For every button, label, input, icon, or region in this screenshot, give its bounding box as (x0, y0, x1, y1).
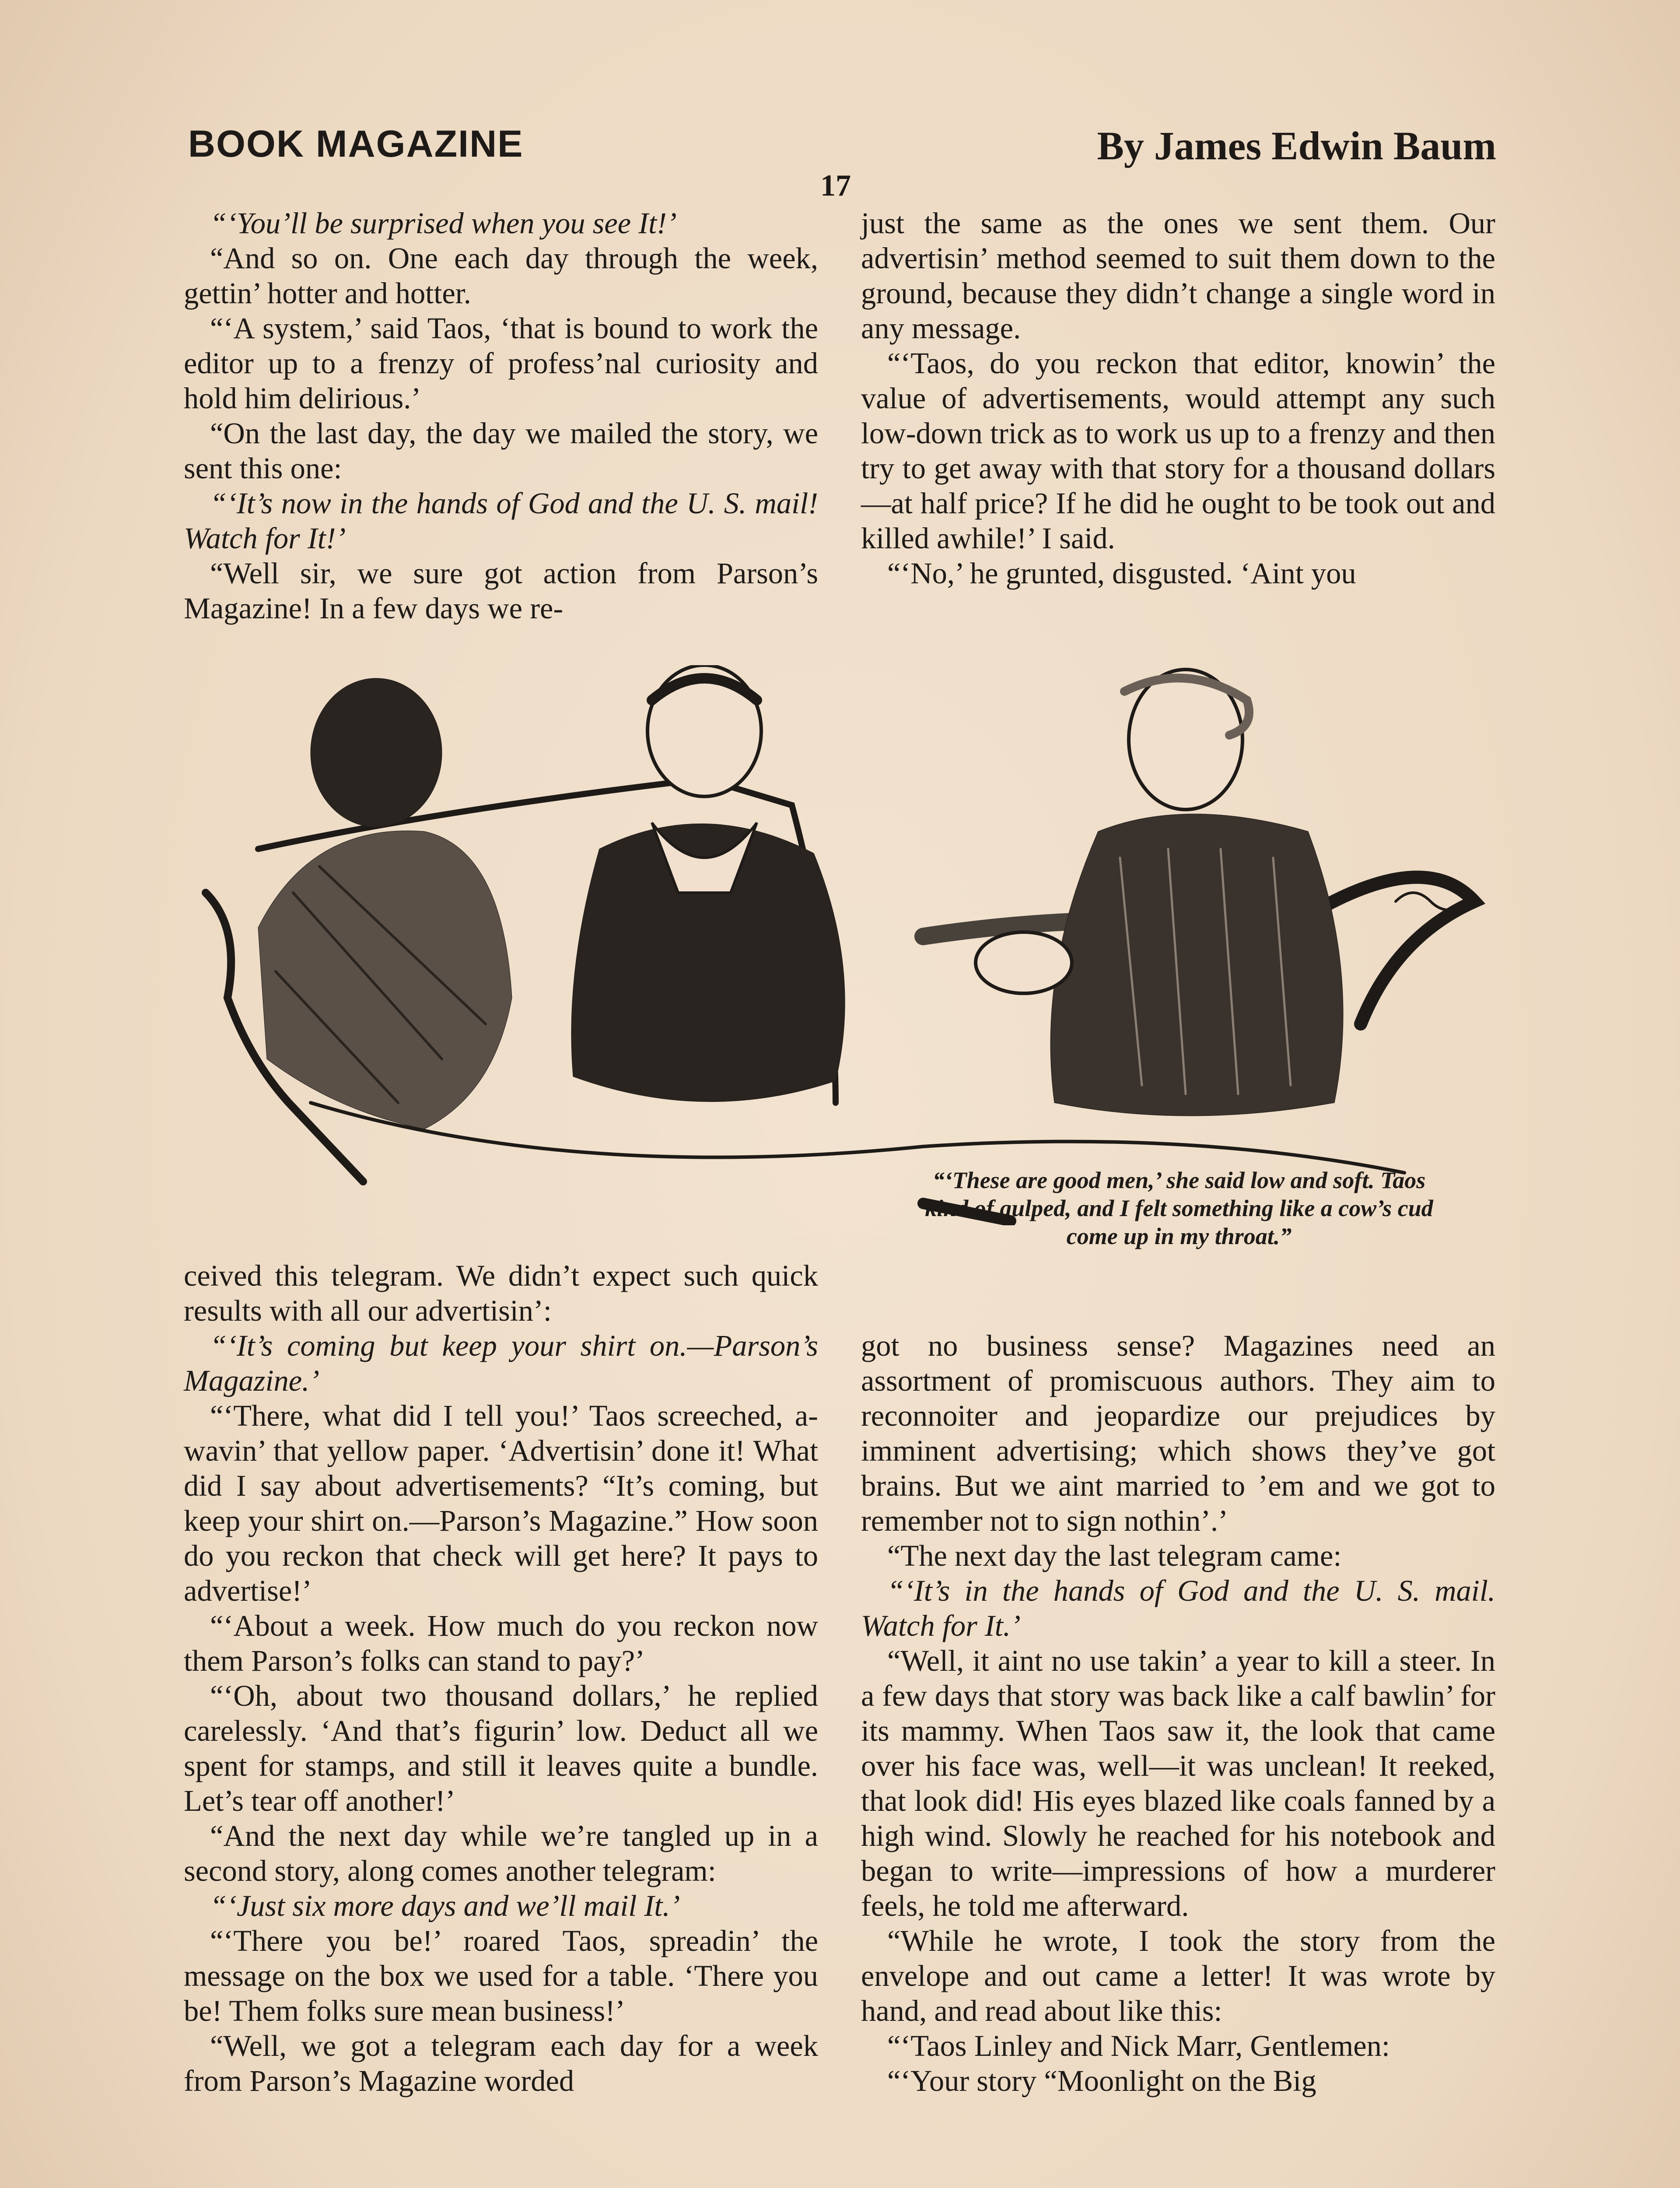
paragraph: “‘No,’ he grunted, disgusted. ‘Aint you (887, 557, 1356, 590)
paragraph: just the same as the ones we sent them. Our advertisin’ method seemed to suit them down to the ground, because they didn’t change a single word in any message. (861, 207, 1495, 345)
column-top-right (861, 206, 1495, 591)
page-number: 17 (820, 169, 851, 203)
paragraph: “‘Your story “Moonlight on the Big (887, 2064, 1316, 2097)
paragraph: “‘There, what did I tell you!’ Taos screeched, a-wavin’ that yellow paper. ‘Advertisin’ done it! What did I say about advertisements? “It’s coming, but keep your shirt on.—Parson’s Magazine.” How soon do you reckon that check will get here? It pays to advertise!’ (184, 1399, 818, 1607)
paragraph: “‘Taos, do you reckon that editor, knowin’ the value of advertisements, would attempt any such low-down trick as to work us up to a frenzy and then try to get away with that story for a thousand dollars—at half price? If he did he ought to be took out and killed awhile!’ I said. (861, 347, 1495, 555)
paragraph: “‘There you be!’ roared Taos, spreadin’ the message on the box we used for a table. ‘There you be! Them folks sure mean business!’ (184, 1924, 818, 2027)
column-bottom-right (861, 1328, 1495, 2098)
story-illustration (179, 665, 1501, 1225)
paragraph: ceived this telegram. We didn’t expect such quick results with all our advertisin’: (184, 1259, 818, 1327)
paragraph: “‘You’ll be surprised when you see It!’ (210, 207, 677, 240)
paragraph: “Well sir, we sure got action from Parson’s Magazine! In a few days we re- (184, 557, 818, 625)
magazine-title: BOOK MAGAZINE (188, 123, 524, 165)
column-bottom-left (184, 1258, 818, 2098)
paragraph: “And so on. One each day through the week, gettin’ hotter and hotter. (184, 242, 818, 310)
paragraph: “Well, we got a telegram each day for a week from Parson’s Magazine worded (184, 2029, 818, 2097)
paragraph: “The next day the last telegram came: (887, 1539, 1342, 1572)
paragraph: “‘Oh, about two thousand dollars,’ he replied carelessly. ‘And that’s figurin’ low. Deduct all we spent for stamps, and still it leaves quite a bundle. Let’s tear off another!’ (184, 1679, 818, 1817)
paragraph: “‘Taos Linley and Nick Marr, Gentlemen: (887, 2029, 1390, 2062)
paragraph: “‘It’s now in the hands of God and the U. S. mail! Watch for It!’ (184, 487, 818, 555)
paragraph: “‘It’s coming but keep your shirt on.—Parson’s Magazine.’ (184, 1329, 818, 1397)
paragraph: “And the next day while we’re tangled up in a second story, along comes another telegram: (184, 1819, 818, 1887)
illustration-caption: “‘These are good men,’ she said low and soft. Taos kind of gulped, and I felt something like a cow’s cud come up in my throat.” (925, 1167, 1433, 1249)
paragraph: “On the last day, the day we mailed the story, we sent this one: (184, 417, 818, 485)
paragraph: “While he wrote, I took the story from the envelope and out came a letter! It was wrote by hand, and read about like this: (861, 1924, 1495, 2027)
paragraph: “‘A system,’ said Taos, ‘that is bound to work the editor up to a frenzy of profess’nal curiosity and hold him delirious.’ (184, 312, 818, 415)
paragraph: “‘It’s in the hands of God and the U. S. mail. Watch for It.’ (861, 1574, 1495, 1642)
column-top-left (184, 206, 818, 626)
paragraph: “‘Just six more days and we’ll mail It.’ (210, 1889, 680, 1922)
paragraph: “‘About a week. How much do you reckon now them Parson’s folks can stand to pay?’ (184, 1609, 818, 1677)
paragraph: got no business sense? Magazines need an assortment of promiscuous authors. They aim to reconnoiter and jeopardize our prejudices by imminent advertising; which shows they’ve got brains. But we aint married to ’em and we got to remember not to sign nothin’.’ (861, 1329, 1495, 1537)
author-byline: By James Edwin Baum (1097, 123, 1496, 168)
paragraph: “Well, it aint no use takin’ a year to kill a steer. In a few days that story was back like a calf bawlin’ for its mammy. When Taos saw it, the look that came over his face was, well—it was unclean! It reeked, that look did! His eyes blazed like coals fanned by a high wind. Slowly he reached for his notebook and began to write—impressions of how a murderer feels, he told me afterward. (861, 1644, 1495, 1922)
